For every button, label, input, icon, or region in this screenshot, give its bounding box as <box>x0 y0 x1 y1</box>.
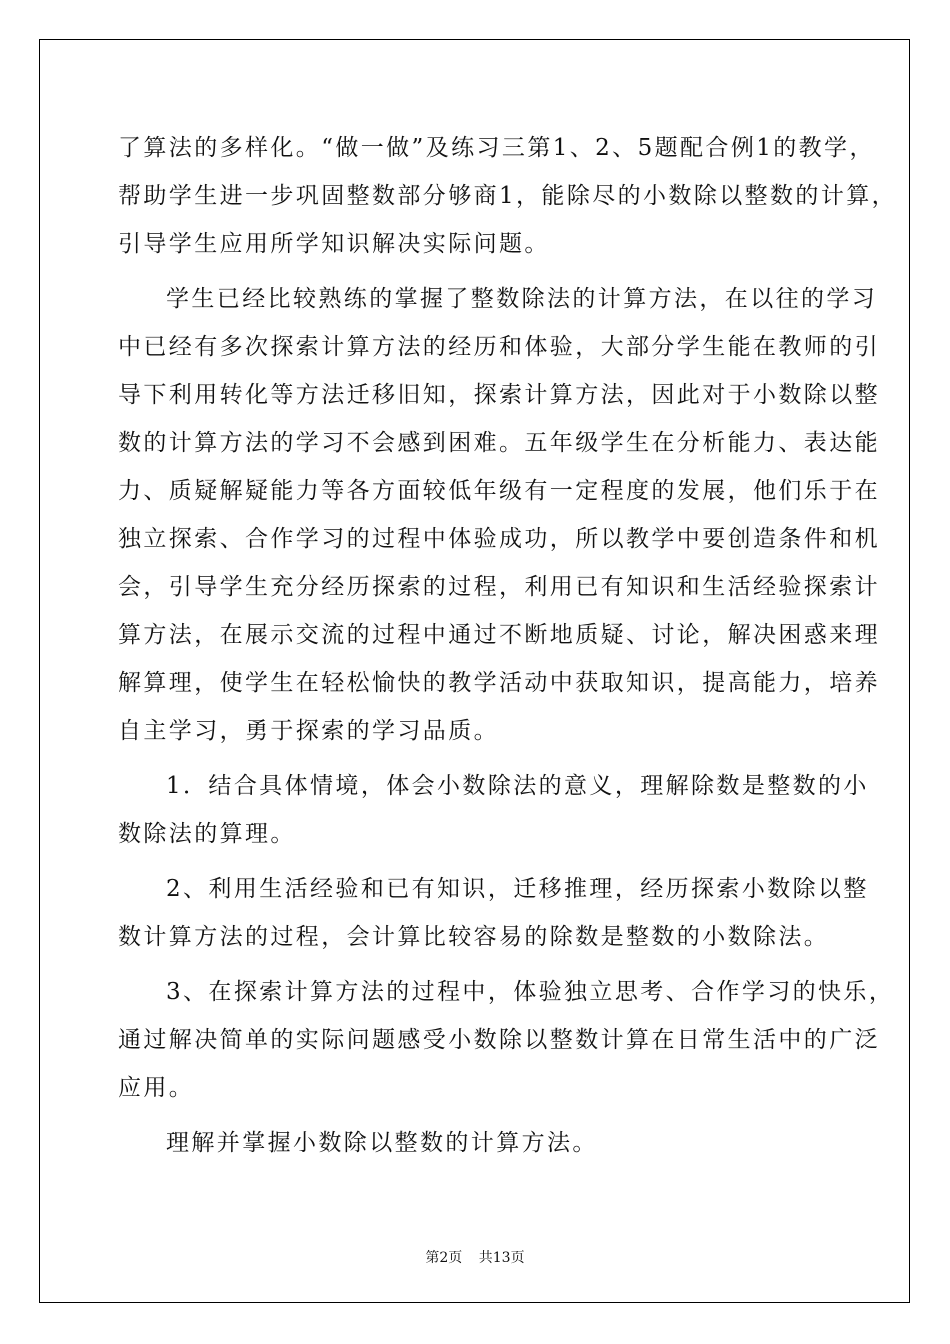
page-total: 共13页 <box>478 1250 525 1266</box>
paragraph <box>118 279 880 759</box>
text-line: 1．结合具体情境，体会小数除法的意义，理解除数是整数的小 <box>166 773 869 799</box>
text-line: 应用。 <box>118 1075 195 1101</box>
document-body <box>118 128 898 1171</box>
text-line: 独立探索、合作学习的过程中体验成功，所以教学中要创造条件和机 <box>118 526 880 552</box>
text-line: 力、质疑解疑能力等各方面较低年级有一定程度的发展，他们乐于在 <box>118 478 880 504</box>
text-line: 引导学生应用所学知识解决实际问题。 <box>118 231 550 257</box>
text-line: 3、在探索计算方法的过程中，体验独立思考、合作学习的快乐， <box>166 979 895 1005</box>
text-line: 学生已经比较熟练的掌握了整数除法的计算方法，在以往的学习 <box>166 286 878 312</box>
paragraph <box>118 869 869 965</box>
text-line: 中已经有多次探索计算方法的经历和体验，大部分学生能在教师的引 <box>118 334 880 360</box>
text-line: 数除法的算理。 <box>118 821 296 847</box>
text-line: 会，引导学生充分经历探索的过程，利用已有知识和生活经验探索计 <box>118 574 880 600</box>
paragraph <box>118 972 895 1116</box>
page-number: 第2页 <box>425 1250 463 1266</box>
text-line: 导下利用转化等方法迁移旧知，探索计算方法，因此对于小数除以整 <box>118 382 880 408</box>
text-line: 算方法，在展示交流的过程中通过不断地质疑、讨论，解决困惑来理 <box>118 622 880 648</box>
page-footer <box>0 1247 950 1267</box>
text-line: 通过解决简单的实际问题感受小数除以整数计算在日常生活中的广泛 <box>118 1027 880 1053</box>
text-line: 自主学习，勇于探索的学习品质。 <box>118 718 499 744</box>
text-line: 2、利用生活经验和已有知识，迁移推理，经历探索小数除以整 <box>166 876 869 902</box>
text-line: 数计算方法的过程，会计算比较容易的除数是整数的小数除法。 <box>118 924 830 950</box>
paragraph <box>118 128 898 272</box>
text-line: 了算法的多样化。“做一做”及练习三第1、2、5题配合例1的教学， <box>118 135 875 161</box>
paragraph <box>118 1123 838 1171</box>
text-line: 帮助学生进一步巩固整数部分够商1，能除尽的小数除以整数的计算， <box>118 183 898 209</box>
paragraph <box>118 766 869 862</box>
text-line: 数的计算方法的学习不会感到困难。五年级学生在分析能力、表达能 <box>118 430 880 456</box>
text-line: 解算理，使学生在轻松愉快的教学活动中获取知识，提高能力，培养 <box>118 670 880 696</box>
text-line: 理解并掌握小数除以整数的计算方法。 <box>166 1130 598 1156</box>
